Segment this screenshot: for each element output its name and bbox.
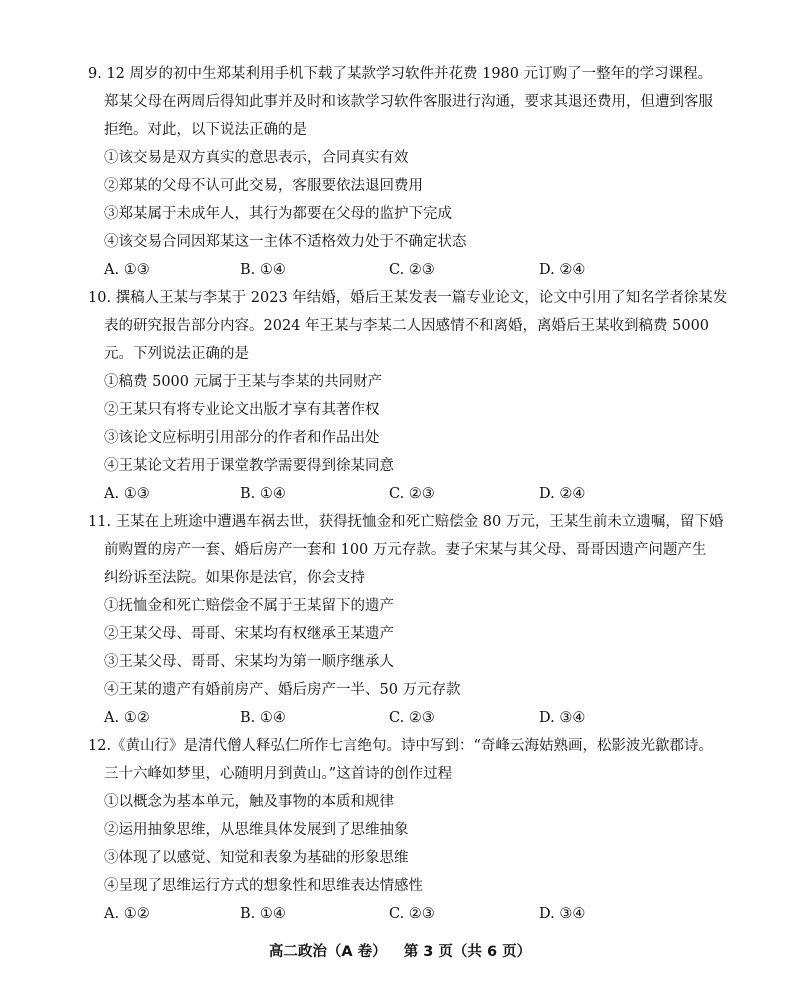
answer-choices: [88, 256, 728, 284]
choice-a: A. ①③: [104, 486, 150, 502]
statement-option: ③该论文应标明引用部分的作者和作品出处: [104, 430, 380, 446]
page-footer: [0, 940, 800, 961]
choice-c: C. ②③: [389, 906, 435, 922]
answer-choices: [88, 480, 728, 508]
statement-option: ④呈现了思维运行方式的想象性和思维表达情感性: [104, 878, 423, 894]
statement-option: ③体现了以感觉、知觉和表象为基础的形象思维: [104, 850, 409, 866]
statement-option: ④该交易合同因郑某这一主体不适格效力处于不确定状态: [104, 234, 467, 250]
answer-choices: [88, 704, 728, 732]
statement-option: ①稿费 5000 元属于王某与李某的共同财产: [104, 374, 383, 390]
choice-b: B. ①④: [240, 262, 286, 278]
footer-subject: 高二政治（A 卷）: [268, 944, 387, 960]
question-stem-line: 元。下列说法正确的是: [104, 346, 249, 362]
question-stem-line: 表的研究报告部分内容。2024 年王某与李某二人因感情不和离婚，离婚后王某收到稿费 5000: [104, 318, 710, 334]
choice-c: C. ②③: [389, 710, 435, 726]
choice-c: C. ②③: [389, 486, 435, 502]
choice-b: B. ①④: [240, 710, 286, 726]
statement-option: ①以概念为基本单元，触及事物的本质和规律: [104, 794, 394, 810]
choice-d: D. ③④: [539, 906, 586, 922]
statement-option: ①抚恤金和死亡赔偿金不属于王某留下的遗产: [104, 598, 394, 614]
choice-a: A. ①③: [104, 262, 150, 278]
question-10: [88, 284, 728, 508]
question-stem-line: 三十六峰如梦里，心随明月到黄山。”这首诗的创作过程: [104, 766, 453, 782]
question-stem-line: 纠纷诉至法院。如果你是法官，你会支持: [104, 570, 365, 586]
question-11: [88, 508, 728, 732]
question-stem-line: 拒绝。对此，以下说法正确的是: [104, 122, 307, 138]
question-9: [88, 60, 728, 284]
question-stem-line: 12.《黄山行》是清代僧人释弘仁所作七言绝句。诗中写到：“奇峰云海姑熟画，松影波光歙郡诗。: [88, 738, 713, 754]
choice-b: B. ①④: [240, 906, 286, 922]
statement-option: ①该交易是双方真实的意思表示，合同真实有效: [104, 150, 409, 166]
answer-choices: [88, 900, 728, 928]
statement-option: ③王某父母、哥哥、宋某均为第一顺序继承人: [104, 654, 394, 670]
statement-option: ④王某论文若用于课堂教学需要得到徐某同意: [104, 458, 394, 474]
choice-a: A. ①②: [104, 906, 150, 922]
choice-c: C. ②③: [389, 262, 435, 278]
question-stem-line: 9. 12 周岁的初中生郑某利用手机下载了某款学习软件并花费 1980 元订购了一整年的学习课程。: [88, 66, 713, 82]
statement-option: ②王某父母、哥哥、宋某均有权继承王某遗产: [104, 626, 394, 642]
question-stem-line: 11. 王某在上班途中遭遇车祸去世，获得抚恤金和死亡赔偿金 80 万元，王某生前未立遗嘱，留下婚: [88, 514, 724, 530]
choice-d: D. ③④: [539, 710, 586, 726]
choice-d: D. ②④: [539, 486, 586, 502]
statement-option: ②运用抽象思维，从思维具体发展到了思维抽象: [104, 822, 409, 838]
statement-option: ②王某只有将专业论文出版才享有其著作权: [104, 402, 380, 418]
statement-option: ④王某的遗产有婚前房产、婚后房产一半、50 万元存款: [104, 682, 461, 698]
question-12: [88, 732, 728, 928]
question-stem-line: 郑某父母在两周后得知此事并及时和该款学习软件客服进行沟通，要求其退还费用，但遭到客服: [104, 94, 713, 110]
footer-page-number: 第 3 页（共 6 页）: [403, 944, 532, 960]
choice-a: A. ①②: [104, 710, 150, 726]
question-stem-line: 前购置的房产一套、婚后房产一套和 100 万元存款。妻子宋某与其父母、哥哥因遗产问题产生: [104, 542, 707, 558]
choice-d: D. ②④: [539, 262, 586, 278]
choice-b: B. ①④: [240, 486, 286, 502]
statement-option: ②郑某的父母不认可此交易，客服要依法退回费用: [104, 178, 423, 194]
question-stem-line: 10. 撰稿人王某与李某于 2023 年结婚，婚后王某发表一篇专业论文，论文中引用了知名学者徐某发: [88, 290, 728, 306]
statement-option: ③郑某属于未成年人，其行为都要在父母的监护下完成: [104, 206, 452, 222]
